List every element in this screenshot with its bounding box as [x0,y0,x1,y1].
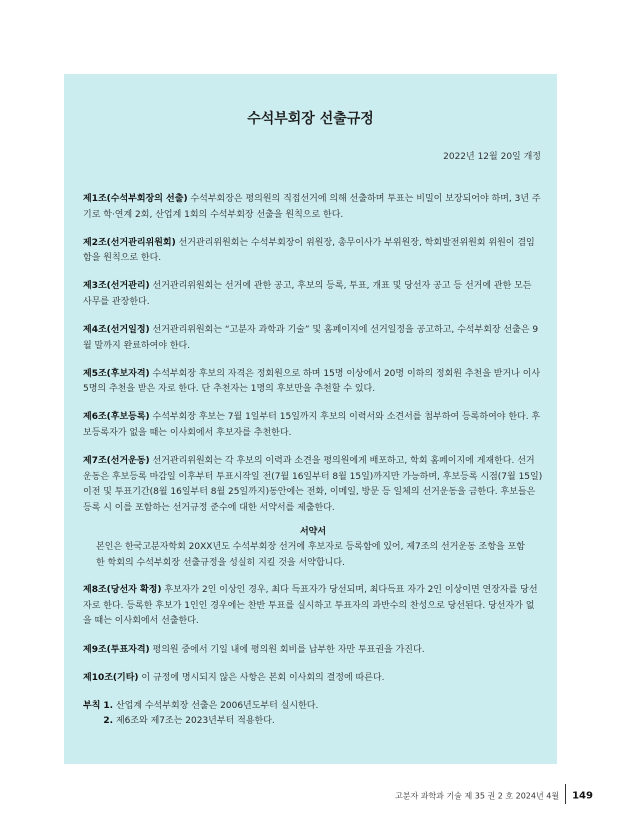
supplementary-heading: 부칙 [83,700,101,711]
journal-info: 고분자 과학과 기술 제 35 권 2 호 2024년 4월 [395,791,560,801]
article-6 [83,410,543,441]
article-text: 수석부회장 후보는 7월 1일부터 15일까지 후보의 이력서와 소견서를 첨부하여 등록하여야 한다. 후보등록자가 없을 때는 이사회에서 후보자를 추천한다. [83,412,541,439]
article-3 [83,279,543,310]
article-5 [83,367,543,398]
article-text: 선거관리위원회는 각 후보의 이력과 소견을 평의원에게 배포하고, 학회 홈페이지에 게재한다. 선거운동은 후보등록 마감일 이후부터 투표시작일 전(7월 16일부터 8월 15일)까지만 가능하며, 후보등록 시점(7월 15일) 이전 및 투표기간(8월 16일부터 8월 25일까지)동안에는 전화, 이메일, 방문 등 일체의 선거운동을 금한다. 후보들은 등록 시 이를 포함하는 선거규정 준수에 대한 서약서를 제출한다. [83,456,543,513]
supplementary-item [103,699,318,715]
article-heading: 제6조(후보등록) [83,412,150,423]
revision-date: 2022년 12월 20일 개정 [443,152,541,162]
article-heading: 제1조(수석부회장의 선출) [83,194,188,204]
article-text: 후보자가 2인 이상인 경우, 최다 득표자가 당선되며, 최다득표 자가 2인 이상이면 연장자를 당선자로 한다. 등록한 후보가 1인인 경우에는 찬반 투표를 실시하고 투표자의 과반수의 찬성으로 당선된다. 당선자가 없을 때는 이사회에서 선출한다. [83,585,538,627]
article-text: 선거관리위원회는 수석부회장이 위원장, 총무이사가 부위원장, 학회발전위원회 위원이 겸임함을 원칙으로 한다. [83,237,535,264]
article-text: 평의원 중에서 기일 내에 평의원 회비를 납부한 자만 투표권을 가진다. [149,644,425,655]
article-2 [83,236,543,267]
pledge-text: 본인은 한국고분자학회 20XX년도 수석부회장 선거에 후보자로 등록함에 있어, 제7조의 선거운동 조항을 포함한 학회의 수석부회장 선출규정을 성실히 지킬 것을 서약합니다. [96,542,525,568]
item-text: 산업계 수석부회장 선출은 2006년도부터 실시한다. [113,700,319,711]
article-heading: 제7조(선거운동) [83,456,150,467]
article-text: 이 규정에 명시되지 않은 사항은 본회 이사회의 결정에 따른다. [138,672,385,683]
article-heading: 제3조(선거관리) [83,281,150,292]
document-title: 수석부회장 선출규정 [247,111,374,127]
article-heading: 제5조(후보자격) [83,368,150,379]
article-text: 선거관리위원회는 “고분자 과학과 기술” 및 홈페이지에 선거일정을 공고하고, 수석부회장 선출은 9월 말까지 완료하여야 한다. [83,325,539,351]
article-10 [83,671,543,687]
article-text: 수석부회장 후보의 자격은 정회원으로 하며 15명 이상에서 20명 이하의 정회원 추천을 받거나 이사 5명의 추천을 받은 자로 한다. 단 추천자는 1명의 후보만을 추천할 수 있다. [83,368,541,395]
supplementary-item [103,714,318,730]
item-number: 2. [103,716,114,727]
article-8 [83,583,543,630]
page-footer [395,786,593,800]
page-number: 149 [572,790,593,802]
supplementary-items [100,699,318,730]
article-9 [83,643,543,659]
article-heading: 제2조(선거관리위원회) [83,237,176,248]
article-1 [83,192,543,223]
document-body [83,192,543,730]
footer-divider [565,784,566,804]
pledge-block [83,525,543,572]
supplementary-provisions [83,699,543,730]
rules-panel [64,74,557,764]
article-heading: 제9조(투표자격) [83,644,150,655]
article-heading: 제4조(선거일정) [83,325,150,336]
pledge-title: 서약서 [299,526,327,537]
article-heading: 제8조(당선자 확정) [83,585,162,596]
article-text: 수석부회장은 평의원의 직접선거에 의해 선출하며 투표는 비밀이 보장되어야 하며, 3년 주기로 학·연계 2회, 산업계 1회의 수석부회장 선출을 원칙으로 한다. [83,194,541,220]
article-4 [83,323,543,354]
item-text: 제6조와 제7조는 2023년부터 적용한다. [113,716,275,727]
article-text: 선거관리위원회는 선거에 관한 공고, 후보의 등록, 투표, 개표 및 당선자 공고 등 선거에 관한 모든 사무를 관장한다. [83,281,532,307]
article-7 [83,454,543,516]
item-number: 1. [103,700,114,711]
article-heading: 제10조(기타) [83,672,139,683]
